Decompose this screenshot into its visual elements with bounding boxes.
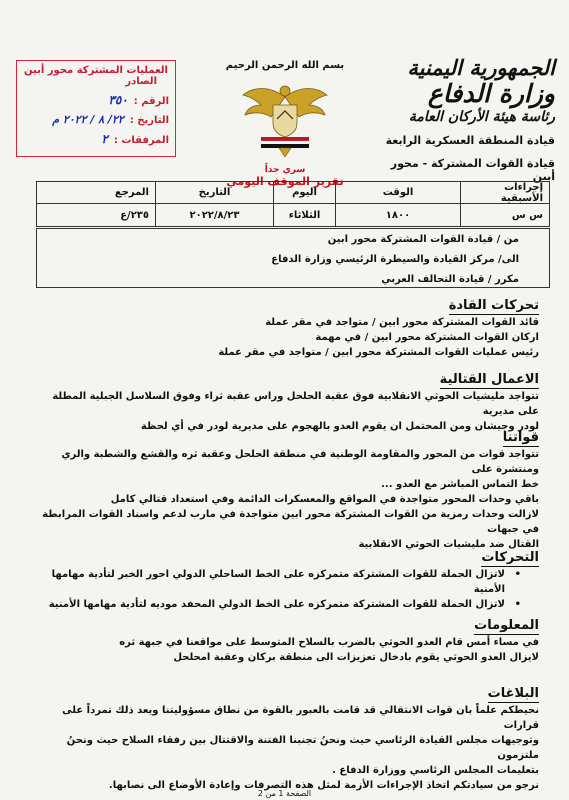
header-ministry: وزارة الدفاع [427,79,555,108]
section-line: في مساء أمس قام العدو الحوثي بالضرب بالسلاح المتوسط على مواقعنا في جبهة ثره [119,637,539,648]
center-header [210,60,360,188]
section-line: بتعليمات المجلس الرئاسي ووزارة الدفاع . [332,765,539,776]
classification-label: سري جداً [264,165,306,175]
section-line: اركان القوات المشتركة محور ابين / في مهمة [315,332,539,343]
section-line: تتواجد مليشيات الحوثي الانقلابية فوق عقبة الحلحل وراس عقبة ثراء وفوق السلاسل الجبلية المطلة على مديرية [52,391,539,417]
section-line: باقي وحدات المحور متواجدة في المواقع والمعسكرات الدائمة وفي استعداد قتالي كامل [110,494,539,505]
yemen-eagle-emblem-icon [239,75,331,163]
section-title: الاعمال القتالية [439,372,539,387]
address-block [36,228,550,288]
section-line: قائد القوات المشتركة محور ابين / متواجد في مقر عملة [265,317,539,328]
table-cell: ١٨٠٠ [335,204,460,226]
stamp-number-value: ٣٥٠ [108,93,128,107]
table-header-row [37,182,549,204]
list-item: • لاتزال الحملة للقوات المشتركة متمركزه على الخط الدولي المحفد موديه لتأدية مهامها الأمنية [29,597,539,612]
stamp-attachments-label: المرفقات : [113,135,169,146]
section-line: وتوجيهات مجلس القيادة الرئاسي حيث ونحنُ تجنبنا الفتنة والاقتتال بين رفقاء السلاح حيث ونحنُ ملتزمون [66,735,539,761]
section-title: المعلومات [474,618,539,633]
list-item: • لاتزال الحملة للقوات المشتركة متمركزه على الخط الساحلي الدولي احور الخبر لتأدية مهامها الأمنية [29,567,539,597]
section-line: نرجو من سيادتكم اتخاذ الإجراءات الأزمة لمثل هذه التصرفات وإعادة الأوضاع الى نصابها. [108,780,539,791]
basmala: بسم الله الرحمن الرحيم [225,60,345,71]
header-command: قيادة القوات المشتركة - محور أبين [390,157,555,183]
table-cell: ٢٣٥/ع [120,209,149,221]
table-cell: س س [460,204,549,226]
table-cell: الثلاثاء [273,204,335,226]
table-row [37,204,549,226]
stamp-date-label: التاريخ : [129,115,169,126]
section-forces [29,426,539,552]
address-from: من / قيادة القوات المشتركة محور ابين [327,233,519,245]
section-reports [29,682,539,793]
section-line: نحيطكم علماً بان قوات الانتقالي قد قامت بالعبور بالقوة من نطاق مسؤوليتنا ويعد ذلك تمرداً على قرارات [62,705,539,731]
stamp-attachments-row [23,132,169,146]
message-info-table [36,181,550,227]
table-header-cell: اليوم [273,182,335,203]
section-title: قواتنا [502,430,539,445]
section-line: لودر وجيشان ومن المحتمل ان يقوم العدو بالهجوم على مديرية لودر في أي لحظة [140,421,539,432]
section-movements [29,546,539,612]
stamp-date-row [23,113,169,126]
page-number: الصفحة 1 من 2 [257,789,312,798]
section-line: تتواجد قوات من المحور والمقاومة الوطنية في منطقة الحلحل وعقبة ثره والقشع والشطبة والري ومنتشرة على [61,449,539,475]
table-cell: ٢٠٢٢/٨/٢٣ [155,204,273,226]
section-title: تحركات القادة [448,298,539,313]
table-header-cell: إجراءات الأسبقية [460,182,549,203]
section-line: لازالت وحدات رمزية من القوات المشتركة محور ابين متواجدة في مارب لدعم واسناد القوات المرابطة في جبهات [42,509,539,535]
table-header-cell: المرجع [114,187,149,198]
report-title: تقرير الموقف اليومي [226,175,344,188]
section-info [29,614,539,665]
stamp-attachments-value: ٢ [101,132,108,146]
movements-list [29,567,539,612]
section-line: رئيس عمليات القوات المشتركة محور ابين / متواجد في مقر عملة [218,347,539,358]
section-hostile [29,368,539,434]
section-line: خط التماس المباشر مع العدو ... [381,479,539,490]
table-header-cell: التاريخ [155,182,273,203]
header-region: قيادة المنطقة العسكرية الرابعة [385,134,555,147]
address-to: الى/ مركز القيادة والسيطرة الرئيسي وزارة الدفاع [271,253,519,265]
header-republic: الجمهورية اليمنية [407,55,555,80]
stamp-subtitle: الصادر [125,76,157,87]
section-title: التحركات [481,550,539,565]
section-leaders [29,294,539,360]
section-line: القتال ضد مليشيات الحوثي الانقلابية [358,539,539,550]
outgoing-stamp [16,60,176,157]
stamp-number-row [23,93,169,107]
ministry-header [380,56,555,183]
header-staff: رئاسة هيئة الأركان العامة [408,109,555,125]
stamp-date-value: ٢٢/ ٨ / ٢٠٢٢ م [52,113,124,126]
table-header-cell: الوقت [335,182,460,203]
stamp-number-label: الرقم : [133,96,169,107]
section-line: لايزال العدو الحوثي يقوم بادخال تعزيزات الى منطقة بركان وعقبة امحلحل [173,652,539,663]
section-title: البلاغات [487,686,539,701]
address-cc: مكرر / قيادة التحالف العربي [381,273,519,285]
stamp-title: العمليات المشتركة محور أبين [24,65,168,76]
